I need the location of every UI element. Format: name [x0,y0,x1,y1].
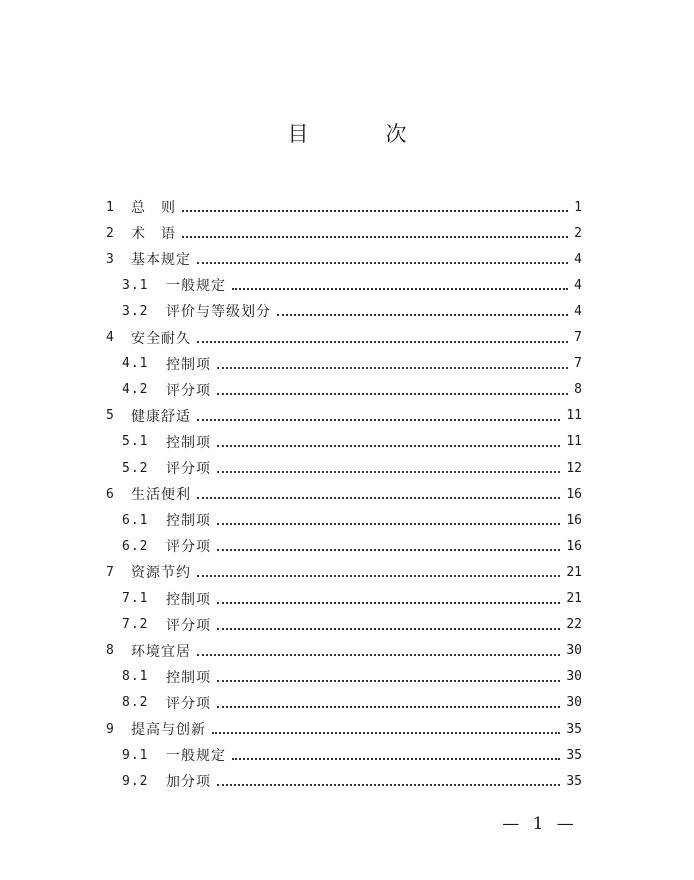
page-number: — 1 — [502,814,578,834]
toc-entry-label: 一般规定 [166,275,230,295]
toc-entry-page: 1 [574,199,582,215]
toc-entry-number: 1 [106,199,115,215]
toc-entry-page: 22 [566,617,582,633]
toc-entry-label: 评分项 [166,693,215,713]
toc-entry[interactable] [0,717,694,741]
toc-entry-number: 3.2 [122,303,149,319]
toc-entry-label: 控制项 [166,667,215,687]
toc-entry-page: 8 [574,382,582,398]
toc-entry-number: 7.1 [122,591,149,606]
toc-entry-number: 5 [106,408,115,424]
toc-entry-number: 6 [106,486,115,502]
toc-leader-dots [217,600,560,604]
toc-entry-page: 30 [566,695,582,711]
toc-subentry[interactable] [0,691,694,715]
toc-leader-dots [232,756,560,760]
toc-leader-dots [232,286,568,290]
toc-entry-number: 4.2 [122,382,149,398]
toc-leader-dots [217,469,560,473]
toc-entry-label: 安全耐久 [131,328,195,348]
toc-entry-number: 3 [106,251,115,267]
toc-leader-dots [217,782,560,786]
toc-entry-number: 5.2 [122,460,149,476]
toc-entry-label: 控制项 [166,510,215,530]
toc-leader-dots [217,626,560,630]
toc-entry-label: 加分项 [166,771,215,791]
toc-entry[interactable] [0,326,694,350]
toc-subentry[interactable] [0,378,694,402]
toc-entry-number: 9 [106,721,115,737]
toc-leader-dots [182,234,568,238]
toc-leader-dots [217,521,560,525]
toc-subentry[interactable] [0,456,694,480]
toc-entry-page: 16 [566,512,582,528]
toc-entry-label: 控制项 [166,354,215,374]
toc-entry[interactable] [0,404,694,428]
toc-leader-dots [217,678,560,682]
toc-subentry[interactable] [0,613,694,637]
toc-entry-number: 9.2 [122,773,149,789]
toc-entry-number: 8 [106,643,115,659]
toc-entry-page: 12 [566,460,582,476]
toc-entry[interactable] [0,195,694,219]
toc-subentry[interactable] [0,665,694,689]
toc-leader-dots [217,365,568,369]
toc-entry-page: 16 [566,486,582,502]
toc-entry-label: 术 语 [131,223,180,243]
toc-leader-dots [197,417,560,421]
toc-subentry[interactable] [0,430,694,454]
toc-entry-number: 6.1 [122,512,149,528]
toc-entry-label: 生活便利 [131,484,195,504]
toc-entry-number: 8.2 [122,695,149,711]
toc-leader-dots [182,208,568,212]
toc-entry-number: 4 [106,330,115,345]
toc-entry[interactable] [0,221,694,245]
toc-subentry[interactable] [0,273,694,297]
toc-entry-page: 4 [574,303,582,319]
toc-entry[interactable] [0,639,694,663]
toc-leader-dots [217,547,560,551]
toc-entry-label: 控制项 [166,432,215,452]
toc-entry-page: 2 [574,225,582,241]
toc-leader-dots [197,495,560,499]
toc-entry[interactable] [0,247,694,271]
toc-entry-page: 21 [566,591,582,606]
toc-leader-dots [197,260,568,264]
toc-subentry[interactable] [0,352,694,376]
toc-entry-page: 4 [574,251,582,267]
toc-entry-label: 评价与等级划分 [166,301,275,321]
toc-entry-label: 评分项 [166,380,215,400]
toc-entry-label: 总 则 [131,197,180,217]
toc-entry-number: 4.1 [122,356,149,372]
toc-entry-label: 资源节约 [131,562,195,582]
toc-entry-number: 7 [106,564,115,580]
toc-entry[interactable] [0,482,694,506]
toc-subentry[interactable] [0,299,694,323]
toc-entry-label: 评分项 [166,615,215,635]
toc-entry-page: 35 [566,747,582,763]
toc-entry-label: 环境宜居 [131,641,195,661]
toc-entry-page: 7 [574,330,582,345]
toc-entry-page: 7 [574,356,582,372]
toc-entry-page: 35 [566,721,582,737]
toc-entry-label: 基本规定 [131,249,195,269]
toc-entry-number: 3.1 [122,277,149,293]
toc-subentry[interactable] [0,587,694,611]
toc-leader-dots [277,312,568,316]
toc-entry-number: 5.1 [122,434,149,450]
toc-entry-number: 9.1 [122,747,149,763]
toc-entry-page: 11 [566,434,582,450]
toc-entry-page: 4 [574,277,582,293]
toc-entry-page: 30 [566,669,582,685]
toc-entry-page: 16 [566,538,582,554]
toc-entry-label: 评分项 [166,536,215,556]
toc-leader-dots [197,573,560,577]
toc-entry-page: 30 [566,643,582,659]
toc-entry-label: 评分项 [166,458,215,478]
toc-entry-number: 6.2 [122,538,149,554]
toc-entry-page: 21 [566,564,582,580]
toc-entry-number: 8.1 [122,669,149,685]
toc-leader-dots [217,391,568,395]
toc-leader-dots [212,730,560,734]
toc-entry-label: 一般规定 [166,745,230,765]
toc-leader-dots [197,652,560,656]
toc-entry-page: 35 [566,773,582,789]
toc-entry-label: 提高与创新 [131,719,210,739]
toc-leader-dots [217,443,560,447]
toc-entry[interactable] [0,560,694,584]
toc-subentry[interactable] [0,743,694,767]
toc-entry-label: 控制项 [166,589,215,609]
toc-subentry[interactable] [0,508,694,532]
toc-entry-label: 健康舒适 [131,406,195,426]
toc-subentry[interactable] [0,769,694,793]
page-title: 目 次 [287,122,435,146]
toc-entry-number: 2 [106,225,115,241]
toc-leader-dots [197,339,568,343]
toc-subentry[interactable] [0,534,694,558]
toc-entry-number: 7.2 [122,617,149,633]
toc-entry-page: 11 [566,408,582,424]
toc-leader-dots [217,704,560,708]
